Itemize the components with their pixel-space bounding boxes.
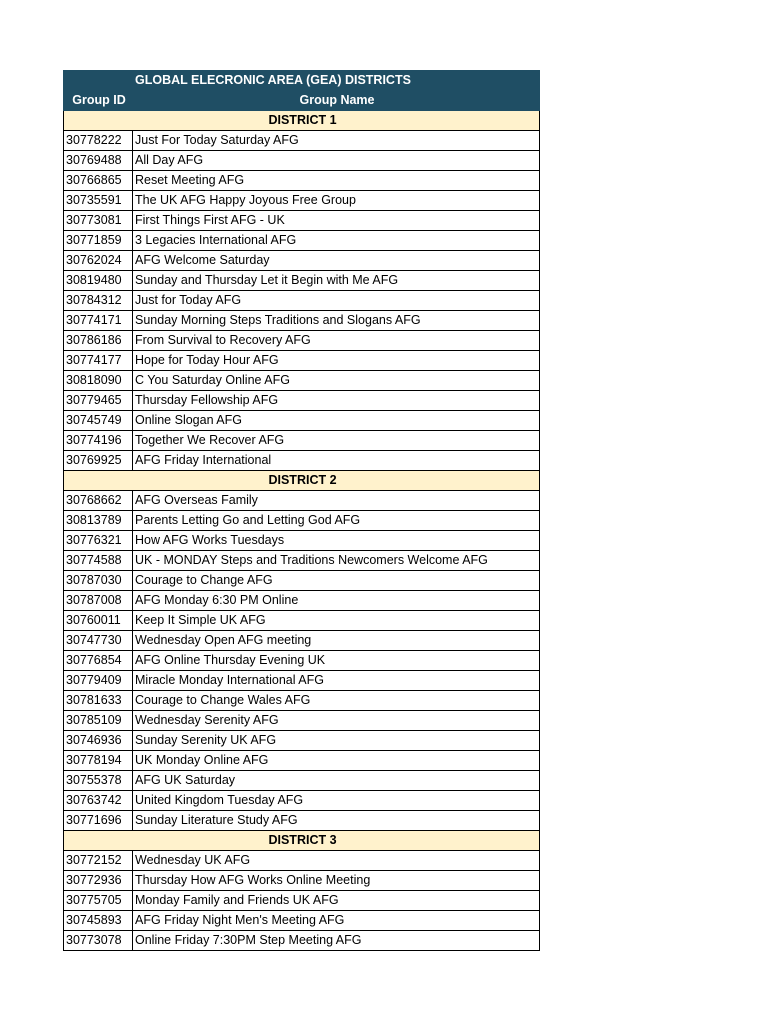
group-name-cell: AFG Friday Night Men's Meeting AFG (133, 911, 540, 931)
table-row (64, 211, 540, 231)
group-id-cell: 30772936 (64, 871, 133, 891)
table-row (64, 911, 540, 931)
table-row (64, 351, 540, 371)
table-row (64, 291, 540, 311)
header-columns-row (64, 91, 540, 111)
group-name-cell: Just For Today Saturday AFG (133, 131, 540, 151)
group-id-cell: 30768662 (64, 491, 133, 511)
table-row (64, 131, 540, 151)
table-row (64, 891, 540, 911)
column-header-group-id: Group ID (64, 91, 133, 111)
group-name-cell: Online Friday 7:30PM Step Meeting AFG (133, 931, 540, 951)
district-groups-table (63, 70, 540, 951)
district-header-row (64, 111, 540, 131)
group-id-cell: 30813789 (64, 511, 133, 531)
table-row (64, 731, 540, 751)
group-name-cell: Parents Letting Go and Letting God AFG (133, 511, 540, 531)
group-id-cell: 30771696 (64, 811, 133, 831)
group-name-cell: Courage to Change Wales AFG (133, 691, 540, 711)
table-row (64, 411, 540, 431)
group-id-cell: 30735591 (64, 191, 133, 211)
group-name-cell: The UK AFG Happy Joyous Free Group (133, 191, 540, 211)
group-name-cell: All Day AFG (133, 151, 540, 171)
column-header-group-name: Group Name (133, 91, 540, 111)
group-id-cell: 30775705 (64, 891, 133, 911)
group-name-cell: 3 Legacies International AFG (133, 231, 540, 251)
district-header-row (64, 831, 540, 851)
group-name-cell: Sunday Literature Study AFG (133, 811, 540, 831)
group-id-cell: 30781633 (64, 691, 133, 711)
group-name-cell: Thursday Fellowship AFG (133, 391, 540, 411)
district-name: DISTRICT 1 (64, 111, 540, 131)
header-blank-cell (64, 71, 133, 91)
table-row (64, 151, 540, 171)
group-name-cell: Reset Meeting AFG (133, 171, 540, 191)
group-id-cell: 30787030 (64, 571, 133, 591)
group-id-cell: 30778222 (64, 131, 133, 151)
table-row (64, 311, 540, 331)
table-row (64, 771, 540, 791)
table-row (64, 491, 540, 511)
group-name-cell: Sunday Serenity UK AFG (133, 731, 540, 751)
group-name-cell: Wednesday Open AFG meeting (133, 631, 540, 651)
group-id-cell: 30769925 (64, 451, 133, 471)
group-id-cell: 30774177 (64, 351, 133, 371)
group-name-cell: AFG UK Saturday (133, 771, 540, 791)
table-row (64, 651, 540, 671)
group-name-cell: Courage to Change AFG (133, 571, 540, 591)
group-name-cell: First Things First AFG - UK (133, 211, 540, 231)
group-name-cell: UK - MONDAY Steps and Traditions Newcomers Welcome AFG (133, 551, 540, 571)
table-row (64, 711, 540, 731)
group-id-cell: 30745749 (64, 411, 133, 431)
table-row (64, 571, 540, 591)
group-name-cell: AFG Online Thursday Evening UK (133, 651, 540, 671)
table-row (64, 331, 540, 351)
group-name-cell: Sunday and Thursday Let it Begin with Me AFG (133, 271, 540, 291)
group-id-cell: 30746936 (64, 731, 133, 751)
group-id-cell: 30766865 (64, 171, 133, 191)
group-id-cell: 30779465 (64, 391, 133, 411)
group-name-cell: Wednesday UK AFG (133, 851, 540, 871)
group-id-cell: 30774171 (64, 311, 133, 331)
group-name-cell: Miracle Monday International AFG (133, 671, 540, 691)
group-id-cell: 30763742 (64, 791, 133, 811)
group-id-cell: 30784312 (64, 291, 133, 311)
group-name-cell: AFG Overseas Family (133, 491, 540, 511)
table-row (64, 591, 540, 611)
group-name-cell: Together We Recover AFG (133, 431, 540, 451)
group-name-cell: From Survival to Recovery AFG (133, 331, 540, 351)
table-row (64, 191, 540, 211)
group-id-cell: 30774588 (64, 551, 133, 571)
group-id-cell: 30769488 (64, 151, 133, 171)
table-row (64, 691, 540, 711)
group-name-cell: UK Monday Online AFG (133, 751, 540, 771)
group-name-cell: United Kingdom Tuesday AFG (133, 791, 540, 811)
group-id-cell: 30747730 (64, 631, 133, 651)
table-row (64, 631, 540, 651)
group-name-cell: AFG Welcome Saturday (133, 251, 540, 271)
district-header-row (64, 471, 540, 491)
group-name-cell: C You Saturday Online AFG (133, 371, 540, 391)
table-row (64, 231, 540, 251)
group-id-cell: 30771859 (64, 231, 133, 251)
group-id-cell: 30745893 (64, 911, 133, 931)
table-row (64, 611, 540, 631)
group-name-cell: Just for Today AFG (133, 291, 540, 311)
group-id-cell: 30776321 (64, 531, 133, 551)
group-id-cell: 30772152 (64, 851, 133, 871)
group-name-cell: Thursday How AFG Works Online Meeting (133, 871, 540, 891)
table-row (64, 751, 540, 771)
group-id-cell: 30787008 (64, 591, 133, 611)
group-id-cell: 30773078 (64, 931, 133, 951)
table-row (64, 451, 540, 471)
table-row (64, 171, 540, 191)
table-row (64, 671, 540, 691)
table-row (64, 851, 540, 871)
table-row (64, 511, 540, 531)
table-row (64, 371, 540, 391)
group-name-cell: Keep It Simple UK AFG (133, 611, 540, 631)
group-id-cell: 30776854 (64, 651, 133, 671)
group-name-cell: AFG Friday International (133, 451, 540, 471)
group-name-cell: Sunday Morning Steps Traditions and Slogans AFG (133, 311, 540, 331)
table-row (64, 531, 540, 551)
table-row (64, 271, 540, 291)
table-row (64, 251, 540, 271)
group-id-cell: 30773081 (64, 211, 133, 231)
group-name-cell: Monday Family and Friends UK AFG (133, 891, 540, 911)
group-id-cell: 30818090 (64, 371, 133, 391)
group-id-cell: 30779409 (64, 671, 133, 691)
table-row (64, 431, 540, 451)
table-row (64, 931, 540, 951)
group-name-cell: How AFG Works Tuesdays (133, 531, 540, 551)
group-id-cell: 30762024 (64, 251, 133, 271)
district-name: DISTRICT 3 (64, 831, 540, 851)
group-id-cell: 30760011 (64, 611, 133, 631)
sheet-title: GLOBAL ELECRONIC AREA (GEA) DISTRICTS (133, 71, 540, 91)
header-title-row (64, 71, 540, 91)
group-id-cell: 30778194 (64, 751, 133, 771)
group-id-cell: 30786186 (64, 331, 133, 351)
table-row (64, 791, 540, 811)
district-name: DISTRICT 2 (64, 471, 540, 491)
table-row (64, 871, 540, 891)
table-row (64, 391, 540, 411)
group-id-cell: 30755378 (64, 771, 133, 791)
group-id-cell: 30819480 (64, 271, 133, 291)
group-name-cell: Wednesday Serenity AFG (133, 711, 540, 731)
group-name-cell: AFG Monday 6:30 PM Online (133, 591, 540, 611)
group-id-cell: 30774196 (64, 431, 133, 451)
table-row (64, 811, 540, 831)
group-name-cell: Online Slogan AFG (133, 411, 540, 431)
group-name-cell: Hope for Today Hour AFG (133, 351, 540, 371)
group-id-cell: 30785109 (64, 711, 133, 731)
table-row (64, 551, 540, 571)
